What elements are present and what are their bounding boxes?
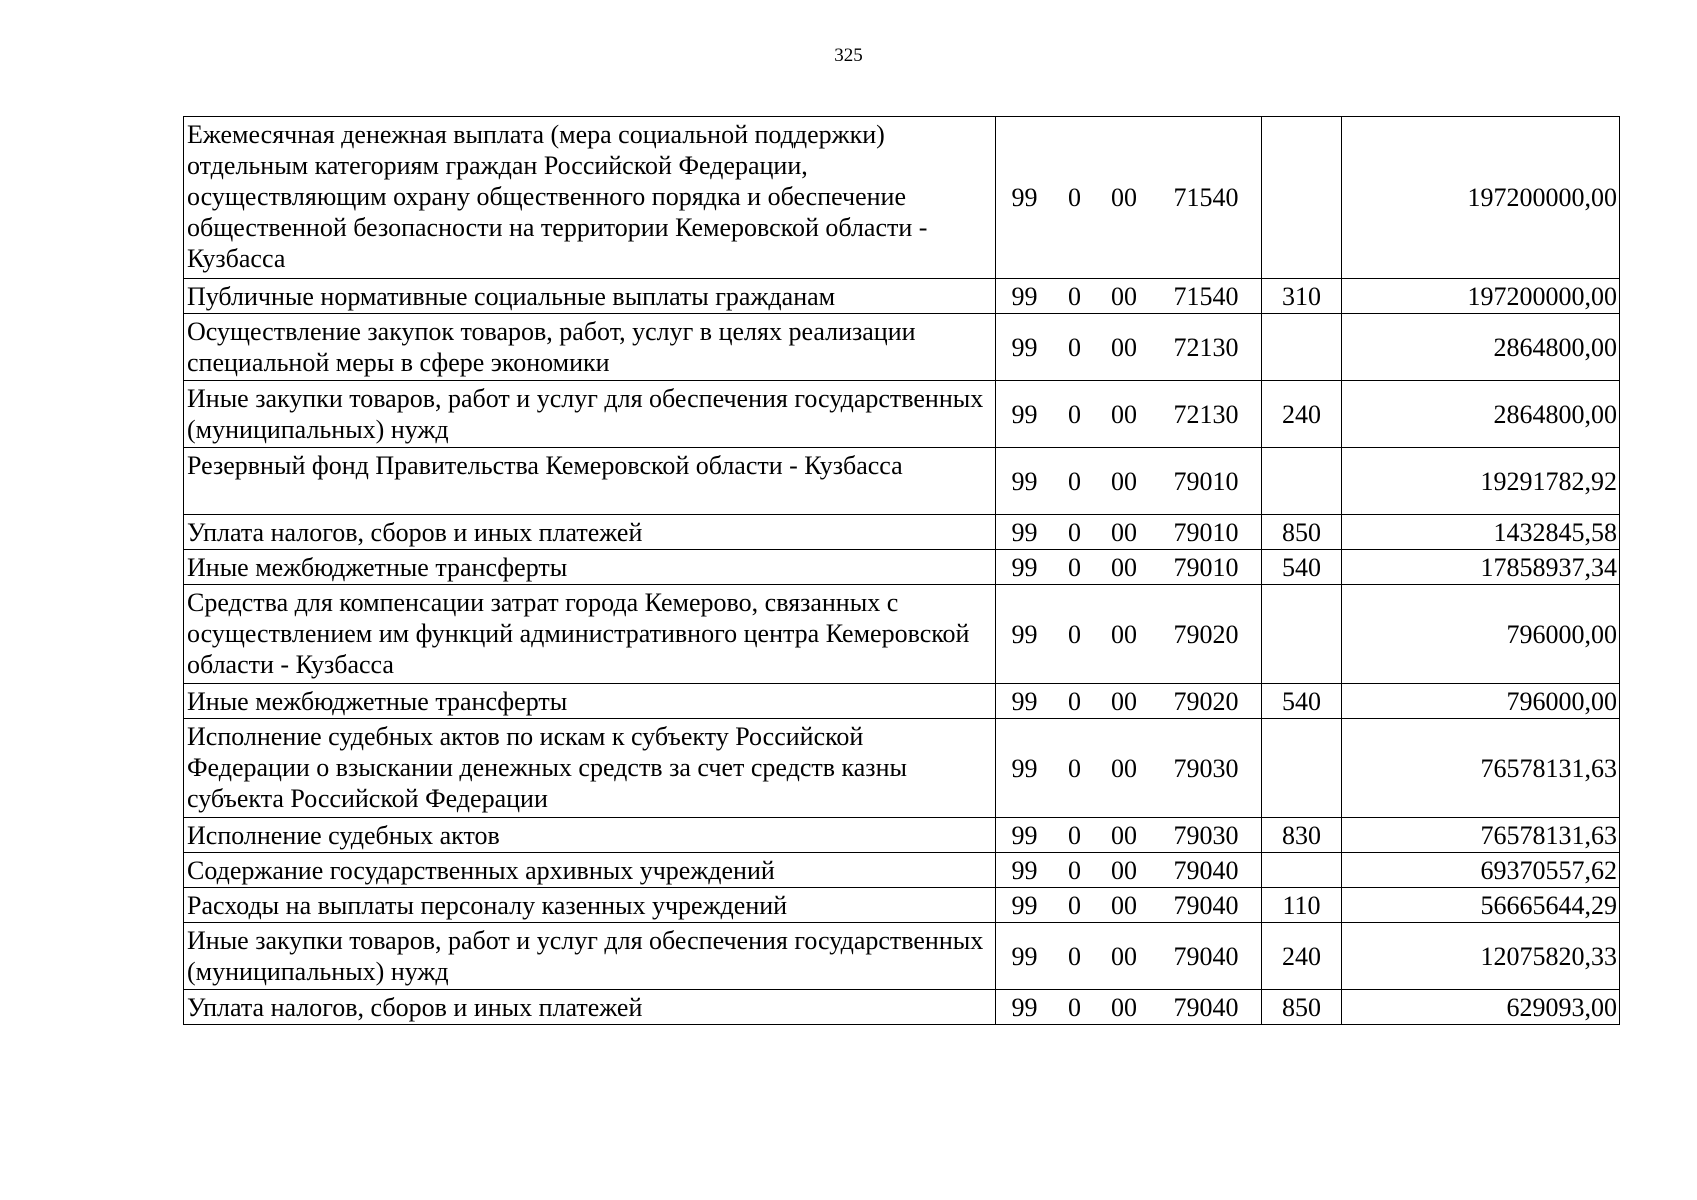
row-expense-type <box>1262 448 1342 515</box>
row-name: Содержание государственных архивных учреждений <box>184 853 996 888</box>
row-name: Иные закупки товаров, работ и услуг для обеспечения государственных (муниципальных) нужд <box>184 381 996 448</box>
row-expense-type: 850 <box>1262 515 1342 550</box>
code-direction: 72130 <box>1173 399 1239 429</box>
row-codes <box>996 448 1262 515</box>
row-codes <box>996 990 1262 1025</box>
code-direction: 79030 <box>1173 820 1239 850</box>
row-amount: 1432845,58 <box>1342 515 1620 550</box>
row-expense-type <box>1262 719 1342 818</box>
code-event: 00 <box>1111 941 1137 971</box>
code-program: 99 <box>1011 941 1038 971</box>
table-row <box>184 279 1620 314</box>
code-subprogram: 0 <box>1068 855 1081 885</box>
row-codes <box>996 550 1262 585</box>
code-program: 99 <box>1011 332 1038 362</box>
row-amount: 2864800,00 <box>1342 314 1620 381</box>
code-event: 00 <box>1111 552 1137 582</box>
row-codes <box>996 684 1262 719</box>
code-subprogram: 0 <box>1068 992 1081 1022</box>
code-subprogram: 0 <box>1068 941 1081 971</box>
row-codes <box>996 117 1262 279</box>
budget-table <box>183 116 1620 1025</box>
code-event: 00 <box>1111 399 1137 429</box>
code-subprogram: 0 <box>1068 281 1081 311</box>
row-expense-type: 240 <box>1262 381 1342 448</box>
code-direction: 79010 <box>1173 466 1239 496</box>
code-subprogram: 0 <box>1068 686 1081 716</box>
row-codes <box>996 585 1262 684</box>
row-name: Расходы на выплаты персоналу казенных учреждений <box>184 888 996 923</box>
code-program: 99 <box>1011 399 1038 429</box>
row-amount: 17858937,34 <box>1342 550 1620 585</box>
row-amount: 56665644,29 <box>1342 888 1620 923</box>
table-row <box>184 923 1620 990</box>
row-amount: 796000,00 <box>1342 585 1620 684</box>
code-direction: 72130 <box>1173 332 1239 362</box>
row-codes <box>996 888 1262 923</box>
row-expense-type <box>1262 585 1342 684</box>
code-direction: 79030 <box>1173 753 1239 783</box>
code-direction: 79020 <box>1173 619 1239 649</box>
row-amount: 2864800,00 <box>1342 381 1620 448</box>
code-event: 00 <box>1111 332 1137 362</box>
code-subprogram: 0 <box>1068 399 1081 429</box>
table-row <box>184 448 1620 515</box>
row-name: Средства для компенсации затрат города Кемерово, связанных с осуществлением им функций административного центра Кемеровской области - Кузбасса <box>184 585 996 684</box>
table-row <box>184 550 1620 585</box>
table-row <box>184 719 1620 818</box>
page-number: 325 <box>834 45 863 66</box>
row-expense-type <box>1262 314 1342 381</box>
row-name: Уплата налогов, сборов и иных платежей <box>184 990 996 1025</box>
code-event: 00 <box>1111 855 1137 885</box>
code-direction: 79010 <box>1173 517 1239 547</box>
table-row <box>184 515 1620 550</box>
code-subprogram: 0 <box>1068 619 1081 649</box>
code-program: 99 <box>1011 890 1038 920</box>
code-direction: 79020 <box>1173 686 1239 716</box>
row-amount: 796000,00 <box>1342 684 1620 719</box>
row-amount: 76578131,63 <box>1342 719 1620 818</box>
row-amount: 629093,00 <box>1342 990 1620 1025</box>
row-amount: 19291782,92 <box>1342 448 1620 515</box>
code-program: 99 <box>1011 855 1038 885</box>
table-row <box>184 818 1620 853</box>
row-codes <box>996 719 1262 818</box>
code-direction: 79040 <box>1173 941 1239 971</box>
code-event: 00 <box>1111 517 1137 547</box>
code-direction: 79040 <box>1173 855 1239 885</box>
row-amount: 197200000,00 <box>1342 279 1620 314</box>
code-program: 99 <box>1011 466 1038 496</box>
row-name: Иные межбюджетные трансферты <box>184 550 996 585</box>
code-direction: 79040 <box>1173 890 1239 920</box>
code-program: 99 <box>1011 686 1038 716</box>
code-event: 00 <box>1111 619 1137 649</box>
code-direction: 79040 <box>1173 992 1239 1022</box>
code-subprogram: 0 <box>1068 517 1081 547</box>
row-expense-type: 540 <box>1262 684 1342 719</box>
code-subprogram: 0 <box>1068 552 1081 582</box>
row-amount: 12075820,33 <box>1342 923 1620 990</box>
table-row <box>184 888 1620 923</box>
code-event: 00 <box>1111 890 1137 920</box>
table-row <box>184 117 1620 279</box>
code-event: 00 <box>1111 281 1137 311</box>
code-program: 99 <box>1011 992 1038 1022</box>
code-subprogram: 0 <box>1068 332 1081 362</box>
row-amount: 197200000,00 <box>1342 117 1620 279</box>
code-event: 00 <box>1111 686 1137 716</box>
row-codes <box>996 279 1262 314</box>
table-row <box>184 585 1620 684</box>
row-expense-type: 830 <box>1262 818 1342 853</box>
code-event: 00 <box>1111 183 1137 212</box>
code-subprogram: 0 <box>1068 753 1081 783</box>
row-expense-type: 240 <box>1262 923 1342 990</box>
code-program: 99 <box>1011 517 1038 547</box>
code-direction: 79010 <box>1173 552 1239 582</box>
row-name: Исполнение судебных актов <box>184 818 996 853</box>
row-expense-type <box>1262 117 1342 279</box>
code-event: 00 <box>1111 992 1137 1022</box>
row-expense-type <box>1262 853 1342 888</box>
table-row <box>184 990 1620 1025</box>
code-direction: 71540 <box>1173 281 1239 311</box>
row-expense-type: 310 <box>1262 279 1342 314</box>
code-subprogram: 0 <box>1068 183 1081 212</box>
row-codes <box>996 923 1262 990</box>
row-name: Иные межбюджетные трансферты <box>184 684 996 719</box>
row-name: Ежемесячная денежная выплата (мера социальной поддержки) отдельным категориям граждан Российской Федерации, осуществляющим охрану общественного порядка и обеспечение общественной безопасности на территории Кемеровской области - Кузбасса <box>184 117 996 279</box>
row-expense-type: 540 <box>1262 550 1342 585</box>
row-name: Иные закупки товаров, работ и услуг для обеспечения государственных (муниципальных) нужд <box>184 923 996 990</box>
row-codes <box>996 381 1262 448</box>
table-row <box>184 684 1620 719</box>
code-program: 99 <box>1011 820 1038 850</box>
table-row <box>184 853 1620 888</box>
row-codes <box>996 853 1262 888</box>
code-program: 99 <box>1011 183 1038 212</box>
row-name: Публичные нормативные социальные выплаты гражданам <box>184 279 996 314</box>
row-name: Уплата налогов, сборов и иных платежей <box>184 515 996 550</box>
code-program: 99 <box>1011 753 1038 783</box>
row-expense-type: 110 <box>1262 888 1342 923</box>
code-event: 00 <box>1111 820 1137 850</box>
code-event: 00 <box>1111 753 1137 783</box>
row-codes <box>996 515 1262 550</box>
row-name: Исполнение судебных актов по искам к субъекту Российской Федерации о взыскании денежных средств за счет средств казны субъекта Российской Федерации <box>184 719 996 818</box>
row-name: Резервный фонд Правительства Кемеровской области - Кузбасса <box>184 448 996 515</box>
table-row <box>184 314 1620 381</box>
code-program: 99 <box>1011 281 1038 311</box>
budget-table-body <box>184 117 1620 1025</box>
code-program: 99 <box>1011 619 1038 649</box>
row-amount: 76578131,63 <box>1342 818 1620 853</box>
code-direction: 71540 <box>1173 183 1239 212</box>
row-amount: 69370557,62 <box>1342 853 1620 888</box>
row-codes <box>996 818 1262 853</box>
code-program: 99 <box>1011 552 1038 582</box>
code-event: 00 <box>1111 466 1137 496</box>
row-name: Осуществление закупок товаров, работ, услуг в целях реализации специальной меры в сфере экономики <box>184 314 996 381</box>
table-row <box>184 381 1620 448</box>
code-subprogram: 0 <box>1068 466 1081 496</box>
code-subprogram: 0 <box>1068 820 1081 850</box>
code-subprogram: 0 <box>1068 890 1081 920</box>
row-expense-type: 850 <box>1262 990 1342 1025</box>
row-codes <box>996 314 1262 381</box>
